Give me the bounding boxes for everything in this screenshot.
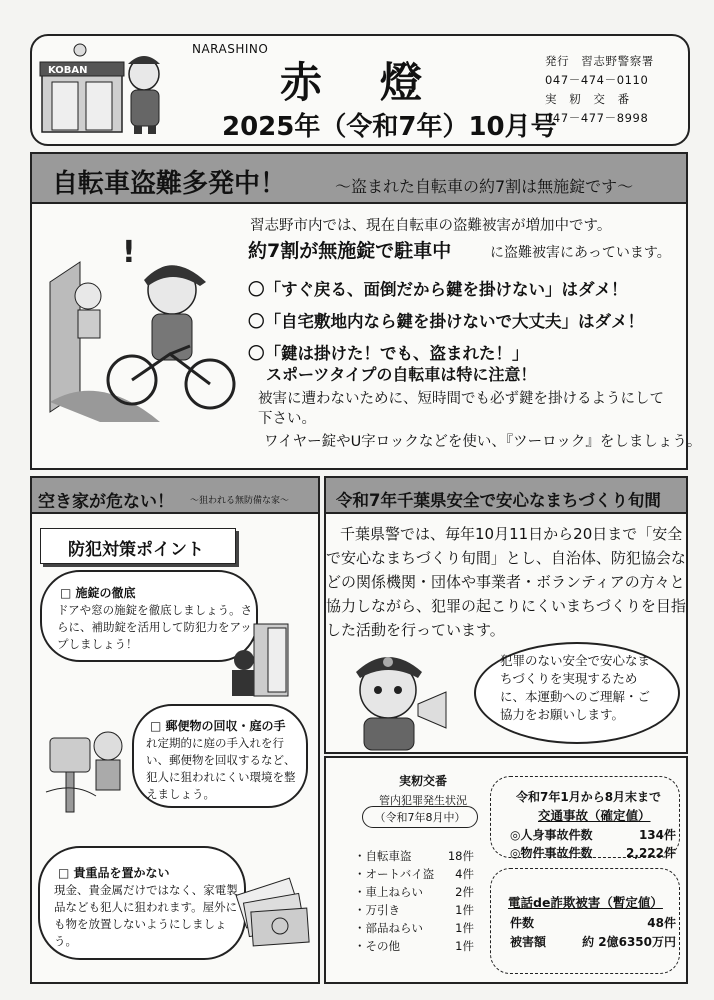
publisher-info — [545, 52, 654, 128]
warning-item: 〇「鍵は掛けた！でも、盗まれた！」 — [248, 344, 529, 363]
crime-count: 1件 — [455, 939, 474, 953]
traffic-row-value: 2,222件 — [626, 846, 676, 860]
points-title: 防犯対策ポイント — [68, 540, 204, 560]
warning-item: 〇「自宅敷地内なら鍵を掛けないで大丈夫」はダメ！ — [248, 312, 644, 331]
issue-date: 2025年（令和7年）10月号 — [222, 112, 557, 142]
crime-row — [354, 902, 474, 918]
tip-title: □ 郵便物の回収・庭の手 — [150, 719, 286, 733]
traffic-label: 交通事故（確定値） — [538, 808, 651, 823]
vacant-house-heading: 空き家が危ない！ — [38, 492, 174, 512]
vacant-house-subheading: ～狙われる無防備な家～ — [190, 496, 290, 506]
traffic-period: 令和7年1月から8月末まで — [516, 790, 662, 804]
crime-count: 18件 — [447, 849, 474, 863]
publisher-line: 発行 習志野警察署 — [545, 54, 654, 68]
svg-text:!: ! — [122, 235, 136, 270]
mailbox-illustration — [44, 716, 134, 816]
warning-item: 〇「すぐ戻る、面倒だから鍵を掛けない」はダメ！ — [248, 280, 628, 299]
traffic-row — [510, 844, 676, 861]
publisher-line: 実 籾 交 番 — [545, 92, 630, 106]
banknotes-illustration — [232, 868, 316, 952]
traffic-row-label: ◎人身事故件数 — [510, 828, 593, 842]
publisher-line: 047－477－8998 — [545, 111, 649, 125]
intro-emphasis: 約7割が無施錠で駐車中 — [248, 240, 452, 262]
officer-megaphone-illustration — [338, 636, 456, 752]
fraud-row-label: 被害額 — [510, 935, 547, 949]
city-label: NARASHINO — [192, 42, 269, 56]
tip-title: □ 貴重品を置かない — [58, 866, 170, 880]
main-heading: 自転車盗難多発中！ — [52, 169, 287, 199]
campaign-paragraph: 千葉県警では、毎年10月11日から20日まで「安全で安心なまちづくり旬間」とし、自治体、防犯協会などの関係機関・団体や事業者・ボランティアの方々と協力しながら、犯罪の起こりにくいまちづくりを目指した活動を行っています。 — [326, 525, 686, 639]
main-subheading: ～盗まれた自転車の約7割は無施錠です～ — [335, 177, 634, 196]
burglar-door-illustration — [214, 620, 304, 700]
fraud-title: 電話de詐欺被害（暫定値） — [508, 895, 663, 910]
fraud-row — [510, 933, 676, 950]
publisher-line: 047－474－0110 — [545, 73, 649, 87]
crime-period: （令和7年8月中） — [374, 811, 466, 824]
tip-title: □ 施錠の徹底 — [60, 586, 136, 600]
advice-paragraph: ワイヤー錠やU字ロックなどを使い、『ツーロック』をしましょう。 — [264, 434, 702, 450]
crime-row — [354, 866, 474, 882]
crime-row — [354, 884, 474, 900]
crime-stats-subtitle: 管内犯罪発生状況 — [379, 794, 467, 807]
fraud-row-value: 48件 — [647, 916, 676, 930]
speech-bubble-text: 犯罪のない安全で安心なまちづくりを実現するために、本運動へのご理解・ご協力をお願いします。 — [500, 653, 651, 722]
crime-label: ・万引き — [354, 903, 400, 917]
crime-row — [354, 938, 474, 954]
koban-police-illustration — [38, 40, 178, 136]
crime-label: ・その他 — [354, 939, 400, 953]
koban-sign: KOBAN — [48, 65, 88, 76]
crime-count: 2件 — [455, 885, 474, 899]
traffic-row — [510, 826, 676, 843]
crime-count: 1件 — [455, 921, 474, 935]
traffic-row-label: ◎物件事故件数 — [510, 846, 593, 860]
crime-label: ・オートバイ盗 — [354, 867, 435, 881]
fraud-row-value: 約 2億6350万円 — [582, 935, 676, 949]
bicycle-officer-illustration — [40, 222, 240, 422]
tip-body: 現金、貴金属だけではなく、家電製品なども犯人に狙われます。屋外にも物を放置しないようにしましょう。 — [54, 883, 238, 948]
warning-note: スポーツタイプの自転車は特に注意！ — [266, 365, 537, 384]
fraud-row — [510, 914, 676, 931]
newsletter-title: 赤燈 — [280, 58, 481, 107]
crime-count: 4件 — [455, 867, 474, 881]
intro-line: 習志野市内では、現在自転車の盗難被害が増加中です。 — [250, 218, 612, 234]
fraud-row-label: 件数 — [510, 916, 535, 930]
crime-stats-title: 実籾交番 — [398, 774, 447, 788]
crime-row — [354, 848, 474, 864]
tip-body: ドアや窓の施錠を徹底しましょう。さらに、補助錠を活用して防犯力をアップしましょう！ — [57, 603, 253, 651]
crime-label: ・部品ねらい — [354, 921, 423, 935]
crime-label: ・自転車盗 — [354, 849, 412, 863]
crime-label: ・車上ねらい — [354, 885, 423, 899]
crime-count: 1件 — [455, 903, 474, 917]
tip-body: れ定期的に庭の手入れを行い、郵便物を回収するなど、犯人に狙われにくい環境を整えましょう。 — [146, 736, 296, 801]
crime-row — [354, 920, 474, 936]
intro-continuation: に盗難被害にあっています。 — [490, 245, 671, 261]
traffic-row-value: 134件 — [638, 828, 676, 842]
advice-paragraph: 被害に遭わないために、短時間でも必ず鍵を掛けるようにして下さい。 — [258, 391, 664, 427]
campaign-heading: 令和7年千葉県安全で安心なまちづくり旬間 — [336, 491, 661, 510]
